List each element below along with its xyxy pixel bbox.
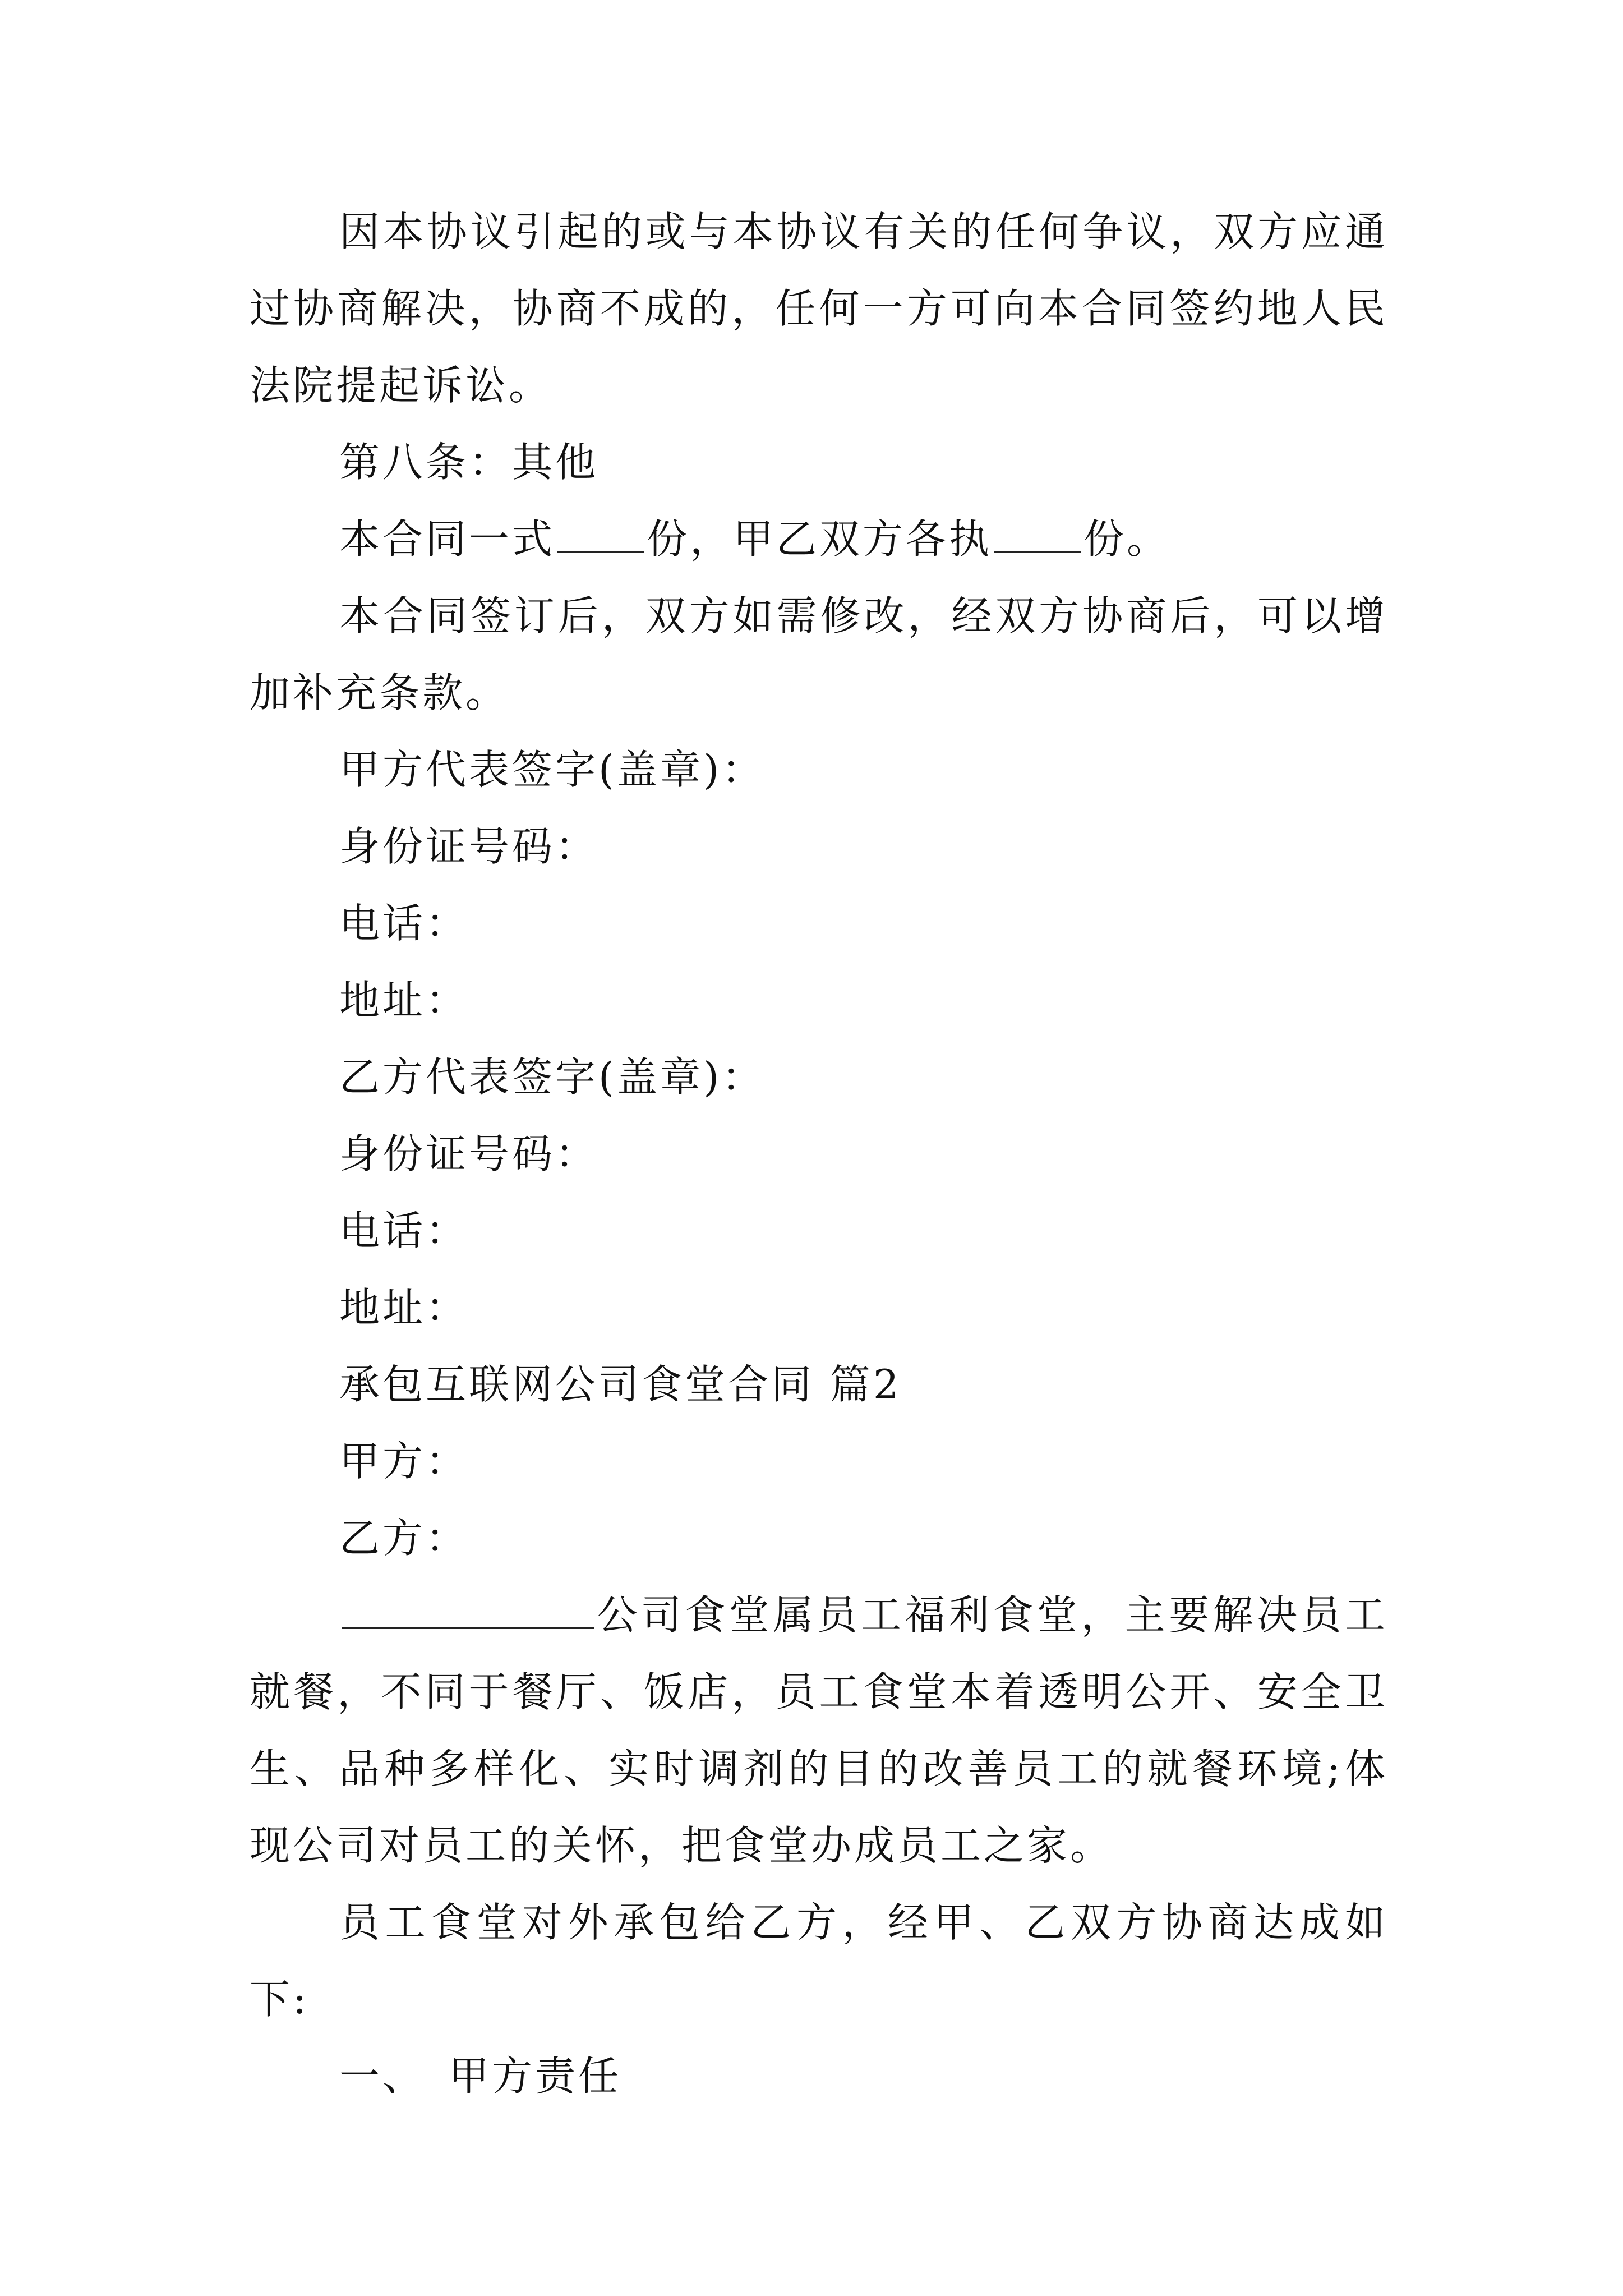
party-b-phone-label: 电话： [339, 1207, 469, 1254]
party-b-label: 乙方： [339, 1515, 469, 1562]
party-a-signature-label: 甲方代表签字(盖章)： [339, 746, 766, 793]
article-eight-heading: 第八条：其他 [339, 439, 599, 486]
copies-text-b: 份，甲乙双方各执 [647, 516, 993, 563]
party-b-address-label: 地址： [339, 1284, 469, 1331]
company-name-blank [342, 1596, 594, 1629]
copies-text-a: 本合同一式 [339, 516, 556, 563]
copies-each-blank [994, 520, 1081, 553]
party-a-phone-label: 电话： [339, 900, 469, 947]
paragraph-amendment: 本合同签订后，双方如需修改，经双方协商后，可以增加补充条款。 [250, 592, 1388, 716]
party-a-address-label: 地址： [339, 977, 469, 1024]
copies-text-c: 份。 [1083, 516, 1170, 563]
canteen-description-text: 公司食堂属员工福利食堂，主要解决员工就餐，不同于餐厅、饭店，员工食堂本着透明公开、安全卫生、品种多样化、实时调剂的目的改善员工的就餐环境;体现公司对员工的关怀，把食堂办成员工之家。 [250, 1591, 1388, 1869]
paragraph-contracting: 员工食堂对外承包给乙方，经甲、乙双方协商达成如下: [250, 1899, 1388, 2023]
party-a-label: 甲方： [339, 1438, 469, 1485]
paragraph-copies [250, 501, 1388, 578]
section-title-part2: 承包互联网公司食堂合同 篇2 [339, 1361, 902, 1408]
section-heading-party-a-duties: 一、 甲方责任 [339, 2053, 622, 2100]
copies-total-blank [557, 520, 644, 553]
party-b-id-label: 身份证号码： [339, 1130, 599, 1177]
paragraph-dispute: 因本协议引起的或与本协议有关的任何争议，双方应通过协商解决，协商不成的，任何一方可向本合同签约地人民法院提起诉讼。 [250, 208, 1388, 409]
party-a-id-label: 身份证号码： [339, 823, 599, 870]
document-body [250, 194, 1388, 2115]
party-b-signature-label: 乙方代表签字(盖章)： [339, 1053, 766, 1101]
paragraph-canteen-description [250, 1577, 1388, 1884]
